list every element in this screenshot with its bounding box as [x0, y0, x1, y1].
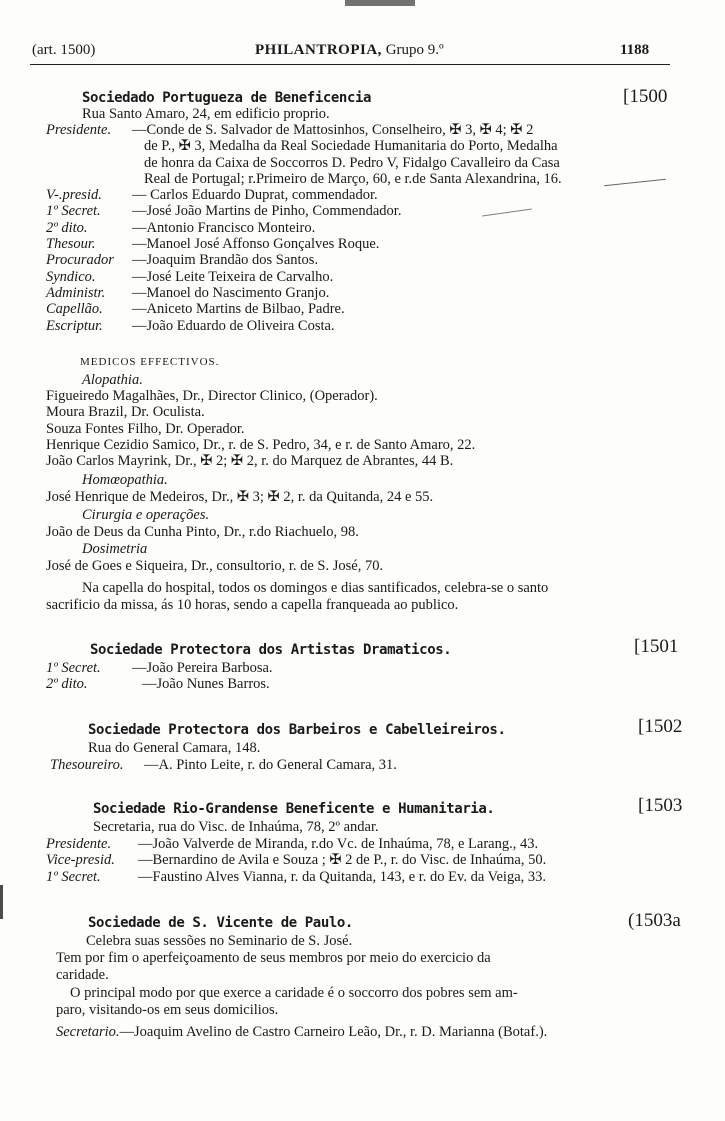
scan-blotch [345, 0, 415, 6]
officer-text: de P., ✠ 3, Medalha da Real Sociedade Humanitaria do Porto, Medalha [144, 138, 558, 155]
officer-role: 1º Secret. [46, 868, 101, 885]
officer-text: —Faustino Alves Vianna, r. da Quitanda, 143, e r. do Ev. da Veiga, 33. [138, 868, 547, 885]
officer-text: —Conde de S. Salvador de Mattosinhos, Conselheiro, ✠ 3, ✠ 4; ✠ 2 [132, 122, 534, 138]
officer-row [46, 285, 562, 301]
secretario-line [56, 1024, 547, 1040]
medicos-heading: MEDICOS EFFECTIVOS. [80, 356, 220, 368]
officer-text: —Bernardino de Avila e Souza ; ✠ 2 de P., r. do Visc. de Inhaúma, 50. [138, 852, 547, 869]
section-address-1503: Secretaria, rua do Visc. de Inhaúma, 78, 2º andar. [93, 819, 379, 835]
officer-row-cont [46, 155, 562, 171]
header-title [255, 42, 444, 59]
officer-text: —A. Pinto Leite, r. do General Camara, 31. [144, 757, 397, 773]
officer-row [46, 122, 562, 138]
list-item: José Henrique de Medeiros, Dr., ✠ 3; ✠ 2, r. da Quitanda, 24 e 55. [46, 489, 434, 505]
alopathia-list [46, 388, 475, 469]
officers-1500 [46, 122, 562, 334]
officer-row [46, 869, 546, 885]
officer-text: —João Valverde de Miranda, r.do Vc. de Inhaúma, 78, e Larang., 43. [138, 836, 539, 852]
body-line: caridade. [56, 967, 109, 983]
body-line: Celebra suas sessões no Seminario de S. José. [86, 933, 353, 949]
body-line: paro, visitando-os em seus domicilios. [56, 1002, 279, 1018]
officer-text: — Carlos Eduardo Duprat, commendador. [132, 187, 378, 204]
officer-row [46, 220, 562, 236]
officer-text: —João Pereira Barbosa. [132, 660, 273, 676]
officer-role: Thesour. [46, 236, 96, 253]
section-number-1500: [1500 [623, 86, 668, 107]
header-rule [30, 64, 670, 65]
list-item: João Carlos Mayrink, Dr., ✠ 2; ✠ 2, r. do Marquez de Abrantes, 44 B. [46, 453, 454, 470]
officer-role: 2º dito. [46, 676, 88, 693]
note-line: sacrificio da missa, ás 10 horas, sendo a capella franqueada ao publico. [46, 597, 459, 613]
officers-1503 [46, 836, 546, 885]
officer-role: Presidente. [46, 122, 112, 138]
officer-text: —José Leite Teixeira de Carvalho. [132, 268, 334, 285]
officer-row [46, 203, 562, 219]
list-item: Henrique Cezidio Samico, Dr., r. de S. Pedro, 34, e r. de Santo Amaro, 22. [46, 436, 476, 453]
officer-text: de honra da Caixa de Soccorros D. Pedro V, Fidalgo Cavalleiro da Casa [144, 154, 560, 171]
officer-row [46, 318, 562, 334]
officer-role: Presidente. [46, 836, 112, 852]
subheading-dosimetria: Dosimetria [82, 541, 148, 557]
officer-text: Real de Portugal; r.Primeiro de Março, 60, e r.de Santa Alexandrina, 16. [144, 170, 562, 187]
officer-role: Capellão. [46, 301, 103, 318]
pen-stroke [604, 179, 666, 186]
officer-text: —Aniceto Martins de Bilbao, Padre. [132, 301, 345, 318]
list-item: José de Goes e Siqueira, Dr., consultorio, r. de S. José, 70. [46, 558, 384, 574]
officer-role: Procurador [46, 252, 114, 269]
list-item: Souza Fontes Filho, Dr. Operador. [46, 420, 245, 437]
list-item: João de Deus da Cunha Pinto, Dr., r.do Riachuelo, 98. [46, 524, 359, 540]
officer-row [46, 269, 562, 285]
officer-row [46, 236, 562, 252]
section-address-1500: Rua Santo Amaro, 24, em edificio proprio. [82, 106, 330, 122]
officer-text: —José João Martins de Pinho, Commendador. [132, 203, 402, 220]
header-group: Grupo 9.º [385, 42, 444, 58]
note-line: Na capella do hospital, todos os domingos e dias santificados, celebra-se o santo [82, 580, 549, 596]
officer-row [46, 187, 562, 203]
subheading-cirurgia: Cirurgia e operações. [82, 507, 210, 523]
officers-1502 [50, 757, 397, 773]
officer-text: —Manoel do Nascimento Granjo. [132, 284, 330, 301]
officer-role: 2º dito. [46, 219, 88, 236]
section-title-1503a: Sociedade de S. Vicente de Paulo. [88, 915, 353, 931]
officer-text: —Manoel José Affonso Gonçalves Roque. [132, 236, 380, 253]
officer-row-cont [46, 171, 562, 187]
section-address-1502: Rua do General Camara, 148. [88, 740, 261, 756]
header-article-ref: (art. 1500) [32, 42, 96, 58]
officer-row [46, 676, 273, 692]
officers-1501 [46, 660, 273, 693]
officer-row [46, 836, 546, 852]
subheading-alopathia: Alopathia. [82, 372, 143, 388]
subheading-homoeopathia: Homœopathia. [82, 472, 168, 488]
list-item: Moura Brazil, Dr. Oculista. [46, 404, 205, 421]
section-number-1503: [1503 [638, 795, 683, 816]
officer-role: Syndico. [46, 268, 96, 285]
section-number-1503a: (1503a [628, 910, 681, 931]
officer-text: —Joaquim Brandão dos Santos. [132, 252, 319, 269]
body-line: O principal modo por que exerce a caridade é o soccorro dos pobres sem am- [70, 985, 518, 1001]
officer-role: Secretario. [56, 1024, 120, 1040]
officer-role: 1º Secret. [46, 660, 101, 676]
officer-row [46, 301, 562, 317]
officer-row [50, 757, 397, 773]
officer-role: Thesoureiro. [50, 757, 124, 773]
section-title-1501: Sociedade Protectora dos Artistas Dramaticos. [90, 642, 452, 658]
officer-role: Administr. [46, 284, 106, 301]
officer-text: —Antonio Francisco Monteiro. [132, 219, 316, 236]
officer-role: Escriptur. [46, 317, 103, 334]
officer-row [46, 852, 546, 868]
officer-role: V-.presid. [46, 187, 102, 204]
binding-mark [0, 885, 3, 919]
officer-role: Vice-presid. [46, 852, 115, 869]
list-item: Figueiredo Magalhães, Dr., Director Clinico, (Operador). [46, 388, 378, 404]
section-title-1502: Sociedade Protectora dos Barbeiros e Cabelleireiros. [88, 722, 506, 738]
officer-row [46, 252, 562, 268]
header-title-text: PHILANTROPIA, [255, 42, 382, 58]
officer-text: —João Nunes Barros. [142, 676, 270, 693]
section-title-1503: Sociedade Rio-Grandense Beneficente e Humanitaria. [93, 801, 495, 817]
page-number: 1188 [620, 42, 650, 58]
section-title-1500: Sociedado Portugueza de Beneficencia [82, 90, 372, 106]
officer-role: 1º Secret. [46, 203, 101, 220]
section-number-1502: [1502 [638, 716, 683, 737]
body-line: Tem por fim o aperfeiçoamento de seus membros por meio do exercicio da [56, 950, 491, 966]
section-number-1501: [1501 [634, 636, 679, 657]
officer-text: —Joaquim Avelino de Castro Carneiro Leão, Dr., r. D. Marianna (Botaf.). [119, 1024, 548, 1040]
officer-text: —João Eduardo de Oliveira Costa. [132, 317, 335, 334]
officer-row [46, 660, 273, 676]
officer-row-cont [46, 138, 562, 154]
